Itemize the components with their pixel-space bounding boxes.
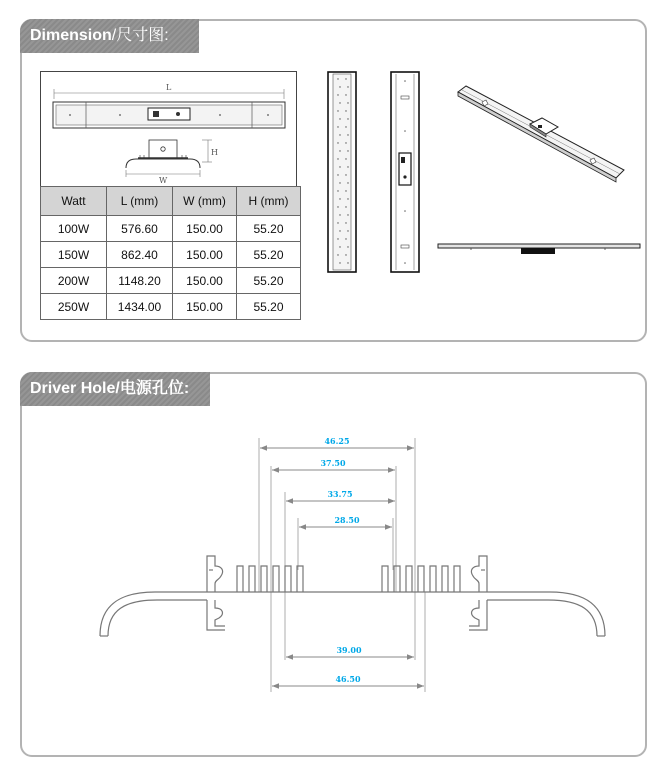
dimension-label-39-00: 39.00 xyxy=(336,645,362,655)
dimension-label-46-25: 46.25 xyxy=(324,436,350,446)
dimension-label-28-50: 28.50 xyxy=(334,515,360,525)
header-length: L (mm) xyxy=(107,187,173,216)
heatsink-fin xyxy=(406,566,412,592)
table-cell: 55.20 xyxy=(237,268,301,294)
isometric-view-drawing xyxy=(452,82,632,192)
table-row xyxy=(41,294,301,320)
table-cell: 150.00 xyxy=(173,242,237,268)
height-label: H xyxy=(211,148,218,157)
heatsink-fin xyxy=(237,566,243,592)
back-view-drawing xyxy=(390,71,420,273)
driver-hole-title-cn: /电源孔位: xyxy=(115,380,190,397)
heatsink-fin xyxy=(442,566,448,592)
table-row xyxy=(41,216,301,242)
driver-hole-title xyxy=(20,372,210,406)
header-height: H (mm) xyxy=(237,187,301,216)
table-cell: 200W xyxy=(41,268,107,294)
table-cell: 576.60 xyxy=(107,216,173,242)
heatsink-fin xyxy=(285,566,291,592)
front-view-drawing xyxy=(327,71,357,273)
dimension-label-33-75: 33.75 xyxy=(327,489,353,499)
table-cell: 862.40 xyxy=(107,242,173,268)
heatsink-fin xyxy=(249,566,255,592)
table-cell: 150.00 xyxy=(173,268,237,294)
heatsink-fin xyxy=(418,566,424,592)
table-cell: 150.00 xyxy=(173,294,237,320)
dimension-label-37-50: 37.50 xyxy=(320,458,346,468)
dimension-title xyxy=(20,19,199,53)
header-watt: Watt xyxy=(41,187,107,216)
table-cell: 100W xyxy=(41,216,107,242)
heatsink-fin xyxy=(454,566,460,592)
table-cell: 250W xyxy=(41,294,107,320)
driver-hole-title-en: Driver Hole xyxy=(30,380,116,397)
dimension-title-cn: /尺寸图: xyxy=(111,27,169,44)
table-row xyxy=(41,242,301,268)
header-width: W (mm) xyxy=(173,187,237,216)
heatsink-fin xyxy=(430,566,436,592)
length-label: L xyxy=(166,83,172,92)
table-cell: 150W xyxy=(41,242,107,268)
dimension-table xyxy=(40,186,301,320)
table-cell: 1434.00 xyxy=(107,294,173,320)
table-cell: 55.20 xyxy=(237,294,301,320)
table-header-row xyxy=(41,187,301,216)
dimension-title-en: Dimension xyxy=(30,27,112,44)
width-label: W xyxy=(159,176,168,185)
side-view-drawing xyxy=(437,241,641,259)
heatsink-fin xyxy=(394,566,400,592)
table-cell: 55.20 xyxy=(237,216,301,242)
dimension-label-46-50: 46.50 xyxy=(335,674,361,684)
table-row xyxy=(41,268,301,294)
table-cell: 1148.20 xyxy=(107,268,173,294)
heatsink-fin xyxy=(273,566,279,592)
table-cell: 55.20 xyxy=(237,242,301,268)
heatsink-fin xyxy=(382,566,388,592)
driver-hole-drawing xyxy=(95,430,610,700)
table-cell: 150.00 xyxy=(173,216,237,242)
heatsink-fin xyxy=(261,566,267,592)
top-view-drawing xyxy=(40,71,297,187)
